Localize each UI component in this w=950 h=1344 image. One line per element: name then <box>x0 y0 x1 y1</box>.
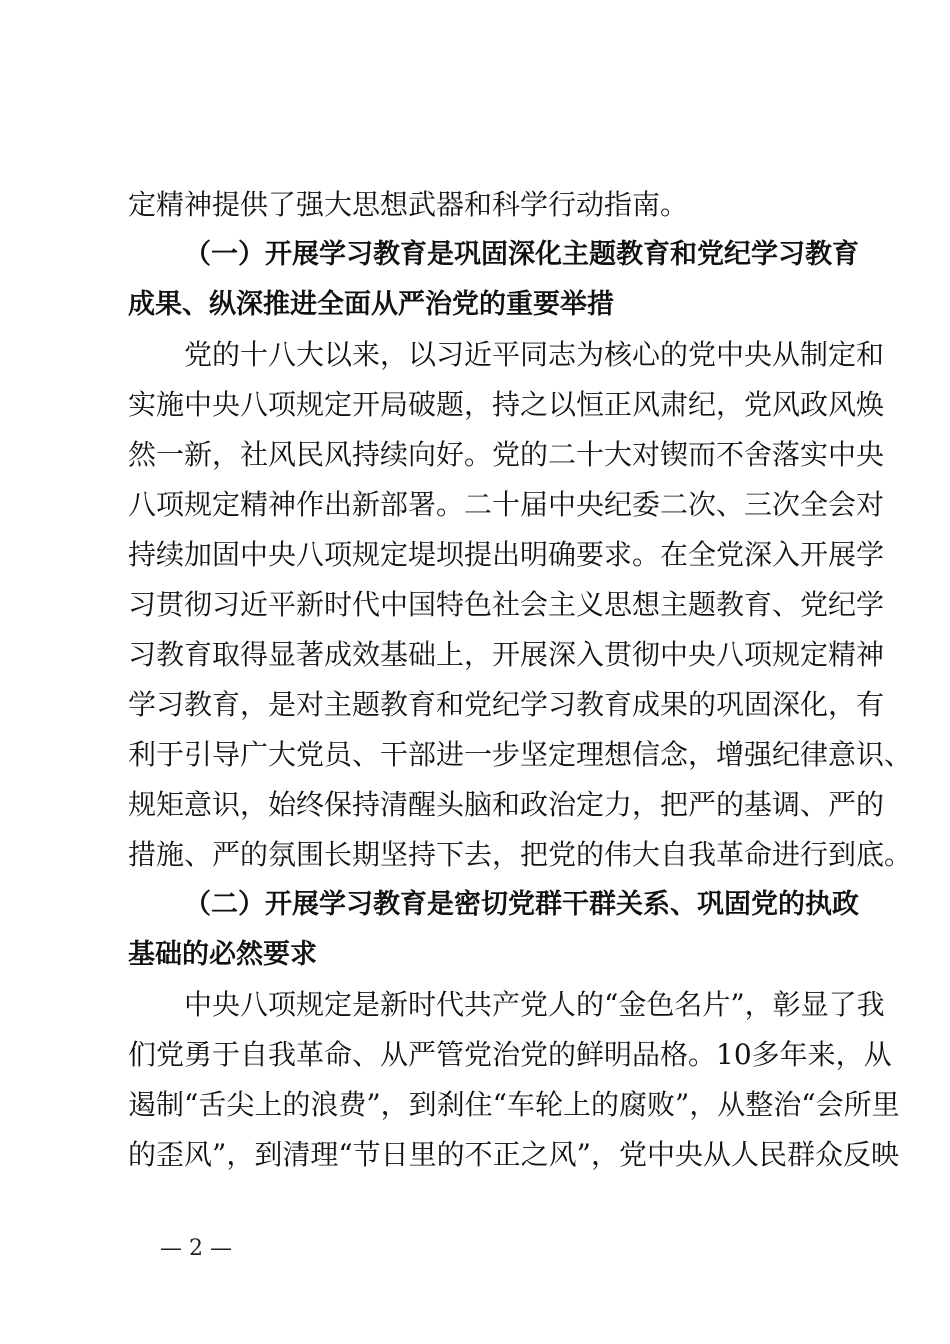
text-line: 实施中央八项规定开局破题，持之以恒正风肃纪，党风政风焕 <box>128 388 885 421</box>
text-line: 利于引导广大党员、干部进一步坚定理想信念，增强纪律意识、 <box>128 738 913 771</box>
text-line: 持续加固中央八项规定堤坝提出明确要求。在全党深入开展学 <box>128 538 885 571</box>
text-line: 定精神提供了强大思想武器和科学行动指南。 <box>128 188 689 221</box>
text-line: 们党勇于自我革命、从严管党治党的鲜明品格。10多年来，从 <box>128 1038 892 1071</box>
section-heading-1-line-2: 成果、纵深推进全面从严治党的重要举措 <box>128 289 614 320</box>
text-line: 中央八项规定是新时代共产党人的“金色名片”，彰显了我 <box>184 988 885 1021</box>
body-text <box>128 180 913 1180</box>
text-line: 遏制“舌尖上的浪费”，到刹住“车轮上的腐败”，从整治“会所里 <box>128 1088 900 1121</box>
page-number: — 2 — <box>160 1236 232 1261</box>
text-line: 学习教育，是对主题教育和党纪学习教育成果的巩固深化，有 <box>128 688 885 721</box>
text-line: 八项规定精神作出新部署。二十届中央纪委二次、三次全会对 <box>128 488 885 521</box>
text-line: 措施、严的氛围长期坚持下去，把党的伟大自我革命进行到底。 <box>128 838 913 871</box>
text-line: 规矩意识，始终保持清醒头脑和政治定力，把严的基调、严的 <box>128 788 885 821</box>
section-heading-1-line-1: （一）开展学习教育是巩固深化主题教育和党纪学习教育 <box>184 239 859 270</box>
text-line: 的歪风”，到清理“节日里的不正之风”，党中央从人民群众反映 <box>128 1138 899 1171</box>
text-line: 然一新，社风民风持续向好。党的二十大对锲而不舍落实中央 <box>128 438 885 471</box>
text-line: 习贯彻习近平新时代中国特色社会主义思想主题教育、党纪学 <box>128 588 885 621</box>
section-heading-2-line-2: 基础的必然要求 <box>128 939 317 970</box>
section-heading-2-line-1: （二）开展学习教育是密切党群干群关系、巩固党的执政 <box>184 889 859 920</box>
text-line: 习教育取得显著成效基础上，开展深入贯彻中央八项规定精神 <box>128 638 885 671</box>
text-line: 党的十八大以来，以习近平同志为核心的党中央从制定和 <box>184 338 885 371</box>
